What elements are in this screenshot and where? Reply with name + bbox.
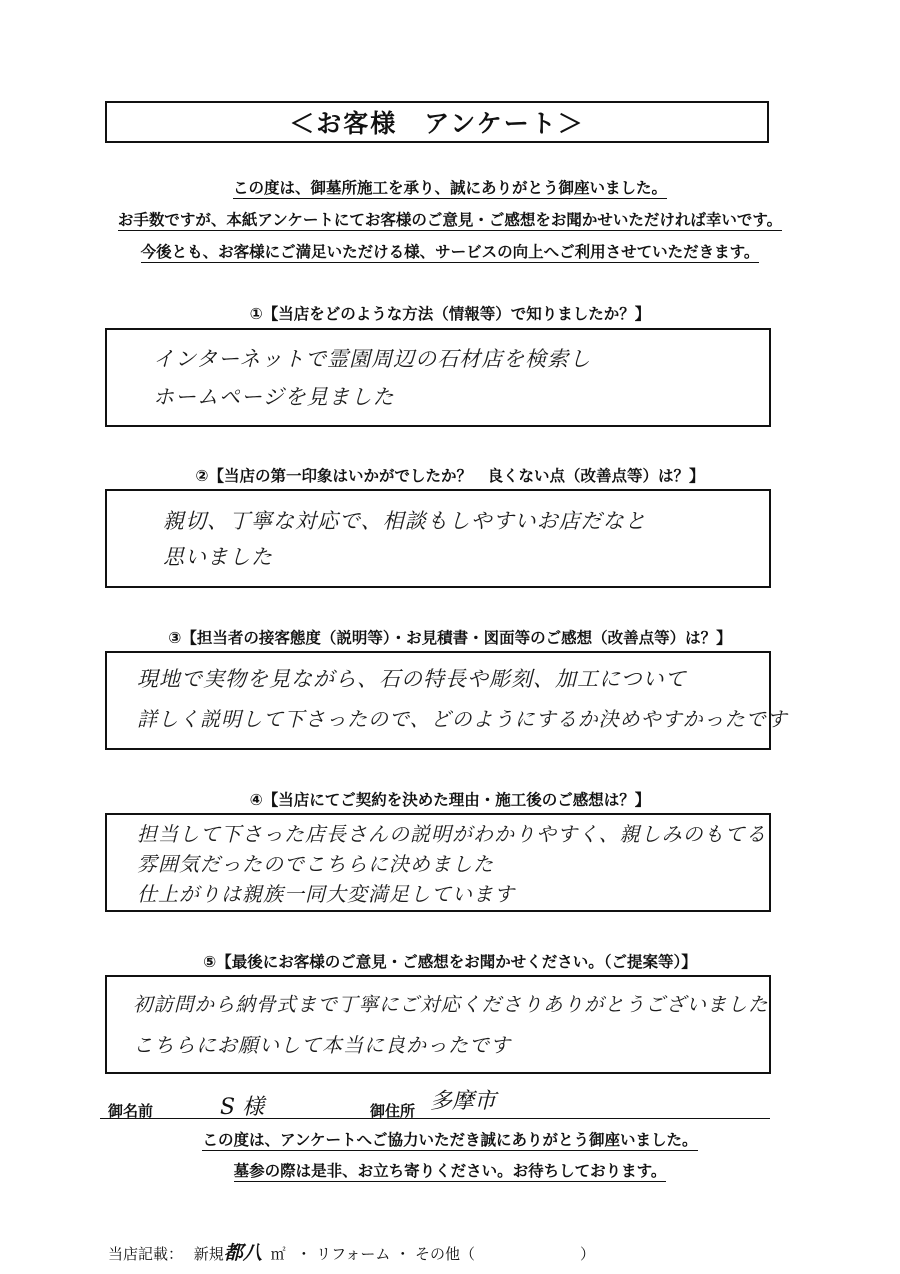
question-4-label: ④【当店にてご契約を決めた理由・施工後のご感想は？】	[249, 791, 651, 809]
answer-5-line-2: こちらにお願いして本当に良かったです	[133, 1033, 511, 1057]
survey-title: ＜お客様 アンケート＞	[105, 101, 769, 143]
intro-line-2: お手数ですが、本紙アンケートにてお客様のご意見・ご感想をお聞かせいただければ幸いです。	[117, 211, 783, 229]
intro-line-3: 今後とも、お客様にご満足いただける様、サービスの向上へご利用させていただきます。	[140, 243, 760, 261]
answer-box-4	[105, 813, 771, 912]
store-note-new-value: 都八	[223, 1242, 262, 1264]
answer-box-3	[105, 651, 788, 750]
answer-2-line-1: 親切、丁寧な対応で、相談もしやすいお店だなと	[163, 509, 647, 533]
answer-1-line-2: ホームページを見ました	[153, 385, 395, 409]
question-1-label: ①【当店をどのような方法（情報等）で知りましたか？】	[249, 305, 651, 323]
answer-4-line-1: 担当して下さった店長さんの説明がわかりやすく、親しみのもてる	[137, 822, 767, 846]
question-2-label: ②【当店の第一印象はいかがでしたか？ 良くない点（改善点等）は？】	[195, 467, 705, 485]
answer-box-5	[105, 975, 771, 1074]
store-note-label: 当店記載：	[108, 1245, 184, 1263]
name-value: S 様	[220, 1095, 265, 1120]
address-label: 御住所	[370, 1102, 416, 1120]
store-note-new-prefix: 新規	[193, 1245, 224, 1263]
store-note-options: ・ リフォーム ・ その他（ ）	[296, 1245, 595, 1263]
answer-4-line-2: 雰囲気だったのでこちらに決めました	[137, 852, 494, 876]
answer-3-line-1: 現地で実物を見ながら、石の特長や彫刻、加工について	[137, 667, 687, 691]
answer-4-line-3: 仕上がりは親族一同大変満足しています	[137, 882, 515, 906]
store-note	[108, 1238, 595, 1265]
answer-3-line-2: 詳しく説明して下さったので、どのようにするか決めやすかったです	[137, 707, 788, 731]
address-value: 多摩市	[430, 1089, 497, 1114]
store-note-unit: ㎡	[270, 1245, 286, 1263]
name-label: 御名前	[108, 1102, 154, 1120]
footer-line-2: 墓参の際は是非、お立ち寄りください。お待ちしております。	[233, 1162, 667, 1180]
answer-box-1	[105, 328, 771, 427]
answer-5-line-1: 初訪問から納骨式まで丁寧にご対応くださりありがとうございました	[133, 993, 769, 1016]
answer-1-line-1: インターネットで霊園周辺の石材店を検索し	[153, 347, 592, 371]
answer-box-2	[105, 489, 771, 588]
intro-line-1: この度は、御墓所施工を承り、誠にありがとう御座いました。	[232, 179, 667, 197]
question-5-label: ⑤【最後にお客様のご意見・ご感想をお聞かせください。（ご提案等）】	[203, 953, 697, 971]
footer-line-1: この度は、アンケートへご協力いただき誠にありがとう御座いました。	[202, 1131, 698, 1149]
question-3-label: ③【担当者の接客態度（説明等）・お見積書・図面等のご感想（改善点等）は？】	[168, 629, 732, 647]
answer-2-line-2: 思いました	[163, 545, 273, 569]
signature-row	[100, 1090, 770, 1119]
